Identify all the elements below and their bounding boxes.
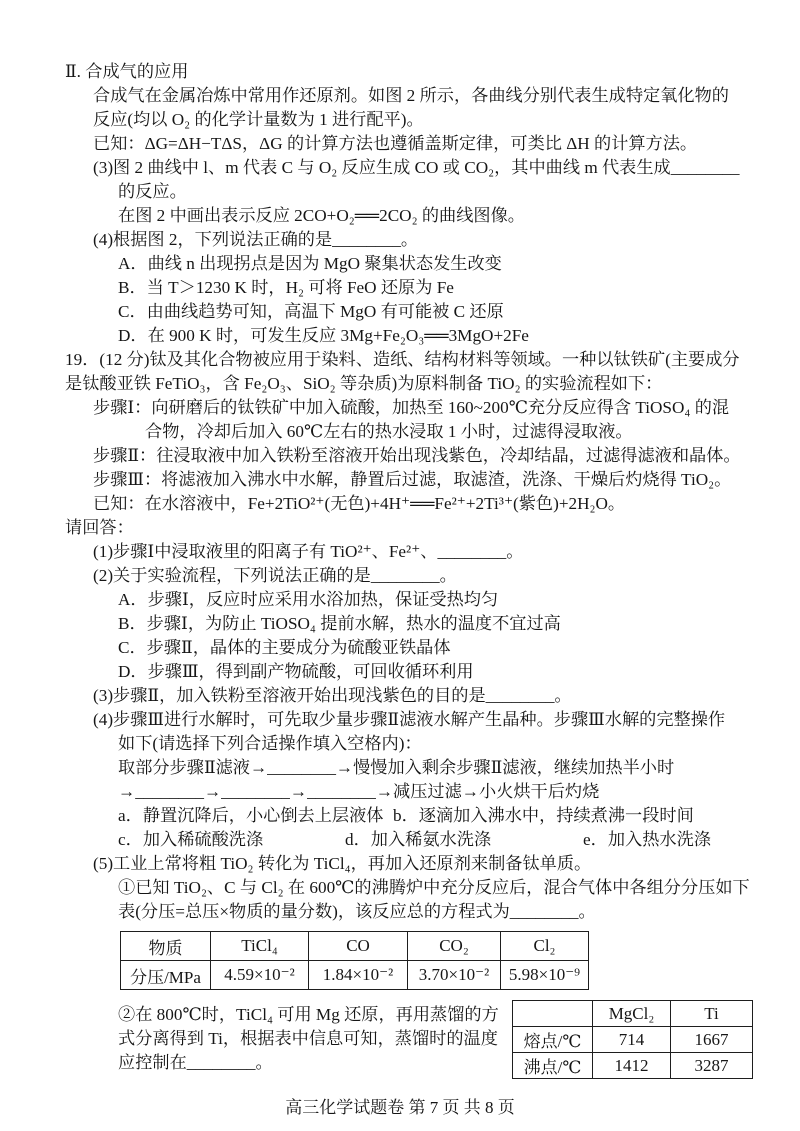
question-4-stem: (4)根据图 2，下列说法正确的是________。	[93, 230, 419, 249]
operation-choice-d: d．加入稀氨水洗涤	[345, 830, 492, 849]
question-19-1: (1)步骤Ⅰ中浸取液里的阳离子有 TiO²⁺、Fe²⁺、________。	[93, 542, 524, 561]
operation-choice-c: c．加入稀硫酸洗涤	[118, 830, 264, 849]
table-cell: 1.84×10⁻²	[309, 961, 408, 990]
table-cell: Cl₂	[501, 932, 589, 961]
given-equation: 已知：在水溶液中，Fe+2TiO²⁺(无色)+4H⁺══Fe²⁺+2Ti³⁺(紫色)+2H₂O。	[93, 494, 626, 513]
step-2: 步骤Ⅱ：往浸取液中加入铁粉至溶液开始出现浅紫色，冷却结晶，过滤得滤液和晶体。	[93, 446, 741, 465]
page-footer: 高三化学试题卷 第 7 页 共 8 页	[285, 1098, 515, 1117]
table-row	[513, 1027, 753, 1053]
table-cell: CO₂	[408, 932, 501, 961]
question-3-line: (3)图 2 曲线中 l、m 代表 C 与 O₂ 反应生成 CO 或 CO₂，其中曲线 m 代表生成________	[93, 158, 740, 177]
option-c: C．由曲线趋势可知，高温下 MgO 有可能被 C 还原	[118, 302, 504, 321]
table-cell: MgCl₂	[593, 1001, 671, 1027]
step-1: 步骤Ⅰ：向研磨后的钛铁矿中加入硫酸，加热至 160~200℃充分反应得含 TiOSO₄ 的混	[93, 398, 730, 417]
table-cell: 3287	[671, 1053, 753, 1079]
option-d: D．步骤Ⅲ，得到副产物硫酸，可回收循环利用	[118, 662, 474, 681]
given-relation: 已知：ΔG=ΔH−TΔS，ΔG 的计算方法也遵循盖斯定律，可类比 ΔH 的计算方法。	[93, 134, 698, 153]
table-cell: 1412	[593, 1053, 671, 1079]
option-b: B．当 T＞1230 K 时，H₂ 可将 FeO 还原为 Fe	[118, 278, 454, 297]
table-cell: Ti	[671, 1001, 753, 1027]
table-header-row	[121, 932, 589, 961]
question-19-5-part-2: 式分离得到 Ti，根据表中信息可知，蒸馏时的温度	[118, 1029, 498, 1048]
table-header-row	[513, 1001, 753, 1027]
question-19-5-part-2: ②在 800℃时，TiCl₄ 可用 Mg 还原，再用蒸馏的方	[118, 1005, 499, 1024]
question-19-3: (3)步骤Ⅱ，加入铁粉至溶液开始出现浅紫色的目的是________。	[93, 686, 572, 705]
procedure-flow: 取部分步骤Ⅱ滤液→________→慢慢加入剩余步骤Ⅱ滤液，继续加热半小时	[118, 758, 675, 777]
question-19-5-part-1: 表(分压=总压×物质的量分数)，该反应总的方程式为________。	[118, 902, 596, 921]
intro-line: 反应(均以 O₂ 的化学计量数为 1 进行配平)。	[93, 110, 424, 129]
option-b: B．步骤Ⅰ，为防止 TiOSO₄ 提前水解，热水的温度不宜过高	[118, 614, 561, 633]
table-cell: TiCl₄	[211, 932, 309, 961]
operation-choice-b: b．逐滴加入沸水中，持续煮沸一段时间	[393, 806, 694, 825]
question-3-line: 的反应。	[118, 182, 187, 201]
question-19-5-stem: (5)工业上常将粗 TiO₂ 转化为 TiCl₄，再加入还原剂来制备钛单质。	[93, 854, 592, 873]
table-cell: CO	[309, 932, 408, 961]
table-corner-cell	[513, 1001, 593, 1027]
answer-prompt: 请回答：	[65, 518, 134, 537]
step-1-continued: 合物，冷却后加入 60℃左右的热水浸取 1 小时，过滤得浸取液。	[145, 422, 633, 441]
melting-boiling-point-table	[512, 1000, 753, 1079]
question-3-line: 在图 2 中画出表示反应 2CO+O₂══2CO₂ 的曲线图像。	[118, 206, 525, 225]
table-cell: 物质	[121, 932, 211, 961]
table-cell: 4.59×10⁻²	[211, 961, 309, 990]
procedure-flow: →________→________→________→减压过滤→小火烘干后灼烧	[118, 782, 600, 801]
step-3: 步骤Ⅲ：将滤液加入沸水中水解，静置后过滤，取滤渣，洗涤、干燥后灼烧得 TiO₂。	[93, 470, 732, 489]
table-cell: 分压/MPa	[121, 961, 211, 990]
table-cell: 3.70×10⁻²	[408, 961, 501, 990]
section-heading: Ⅱ. 合成气的应用	[65, 62, 189, 81]
question-19-4-stem: 如下(请选择下列合适操作填入空格内)：	[118, 734, 422, 753]
table-cell: 1667	[671, 1027, 753, 1053]
table-cell: 沸点/℃	[513, 1053, 593, 1079]
question-19-5-part-2: 应控制在________。	[118, 1053, 273, 1072]
question-19-intro: 是钛酸亚铁 FeTiO₃，含 Fe₂O₃、SiO₂ 等杂质)为原料制备 TiO₂ 的实验流程如下：	[65, 374, 663, 393]
table-cell: 714	[593, 1027, 671, 1053]
question-19-4-stem: (4)步骤Ⅲ进行水解时，可先取少量步骤Ⅱ滤液水解产生晶种。步骤Ⅲ水解的完整操作	[93, 710, 726, 729]
operation-choice-a: a．静置沉降后，小心倒去上层液体	[118, 806, 384, 825]
partial-pressure-table	[120, 931, 589, 990]
option-d: D．在 900 K 时，可发生反应 3Mg+Fe₂O₃══3MgO+2Fe	[118, 326, 529, 345]
question-19-intro: 19．(12 分)钛及其化合物被应用于染料、造纸、结构材料等领域。一种以钛铁矿(主要成分	[65, 350, 740, 369]
question-19-2-stem: (2)关于实验流程，下列说法正确的是________。	[93, 566, 457, 585]
table-cell: 5.98×10⁻⁹	[501, 961, 589, 990]
table-row	[121, 961, 589, 990]
option-c: C．步骤Ⅱ，晶体的主要成分为硫酸亚铁晶体	[118, 638, 451, 657]
operation-choice-e: e．加入热水洗涤	[583, 830, 711, 849]
question-19-5-part-1: ①已知 TiO₂、C 与 Cl₂ 在 600℃的沸腾炉中充分反应后，混合气体中各组分分压如下	[118, 878, 750, 897]
table-cell: 熔点/℃	[513, 1027, 593, 1053]
table-row	[513, 1053, 753, 1079]
intro-line: 合成气在金属冶炼中常用作还原剂。如图 2 所示，各曲线分别代表生成特定氧化物的	[93, 86, 729, 105]
option-a: A．步骤Ⅰ，反应时应采用水浴加热，保证受热均匀	[118, 590, 499, 609]
option-a: A．曲线 n 出现拐点是因为 MgO 聚集状态发生改变	[118, 254, 502, 273]
